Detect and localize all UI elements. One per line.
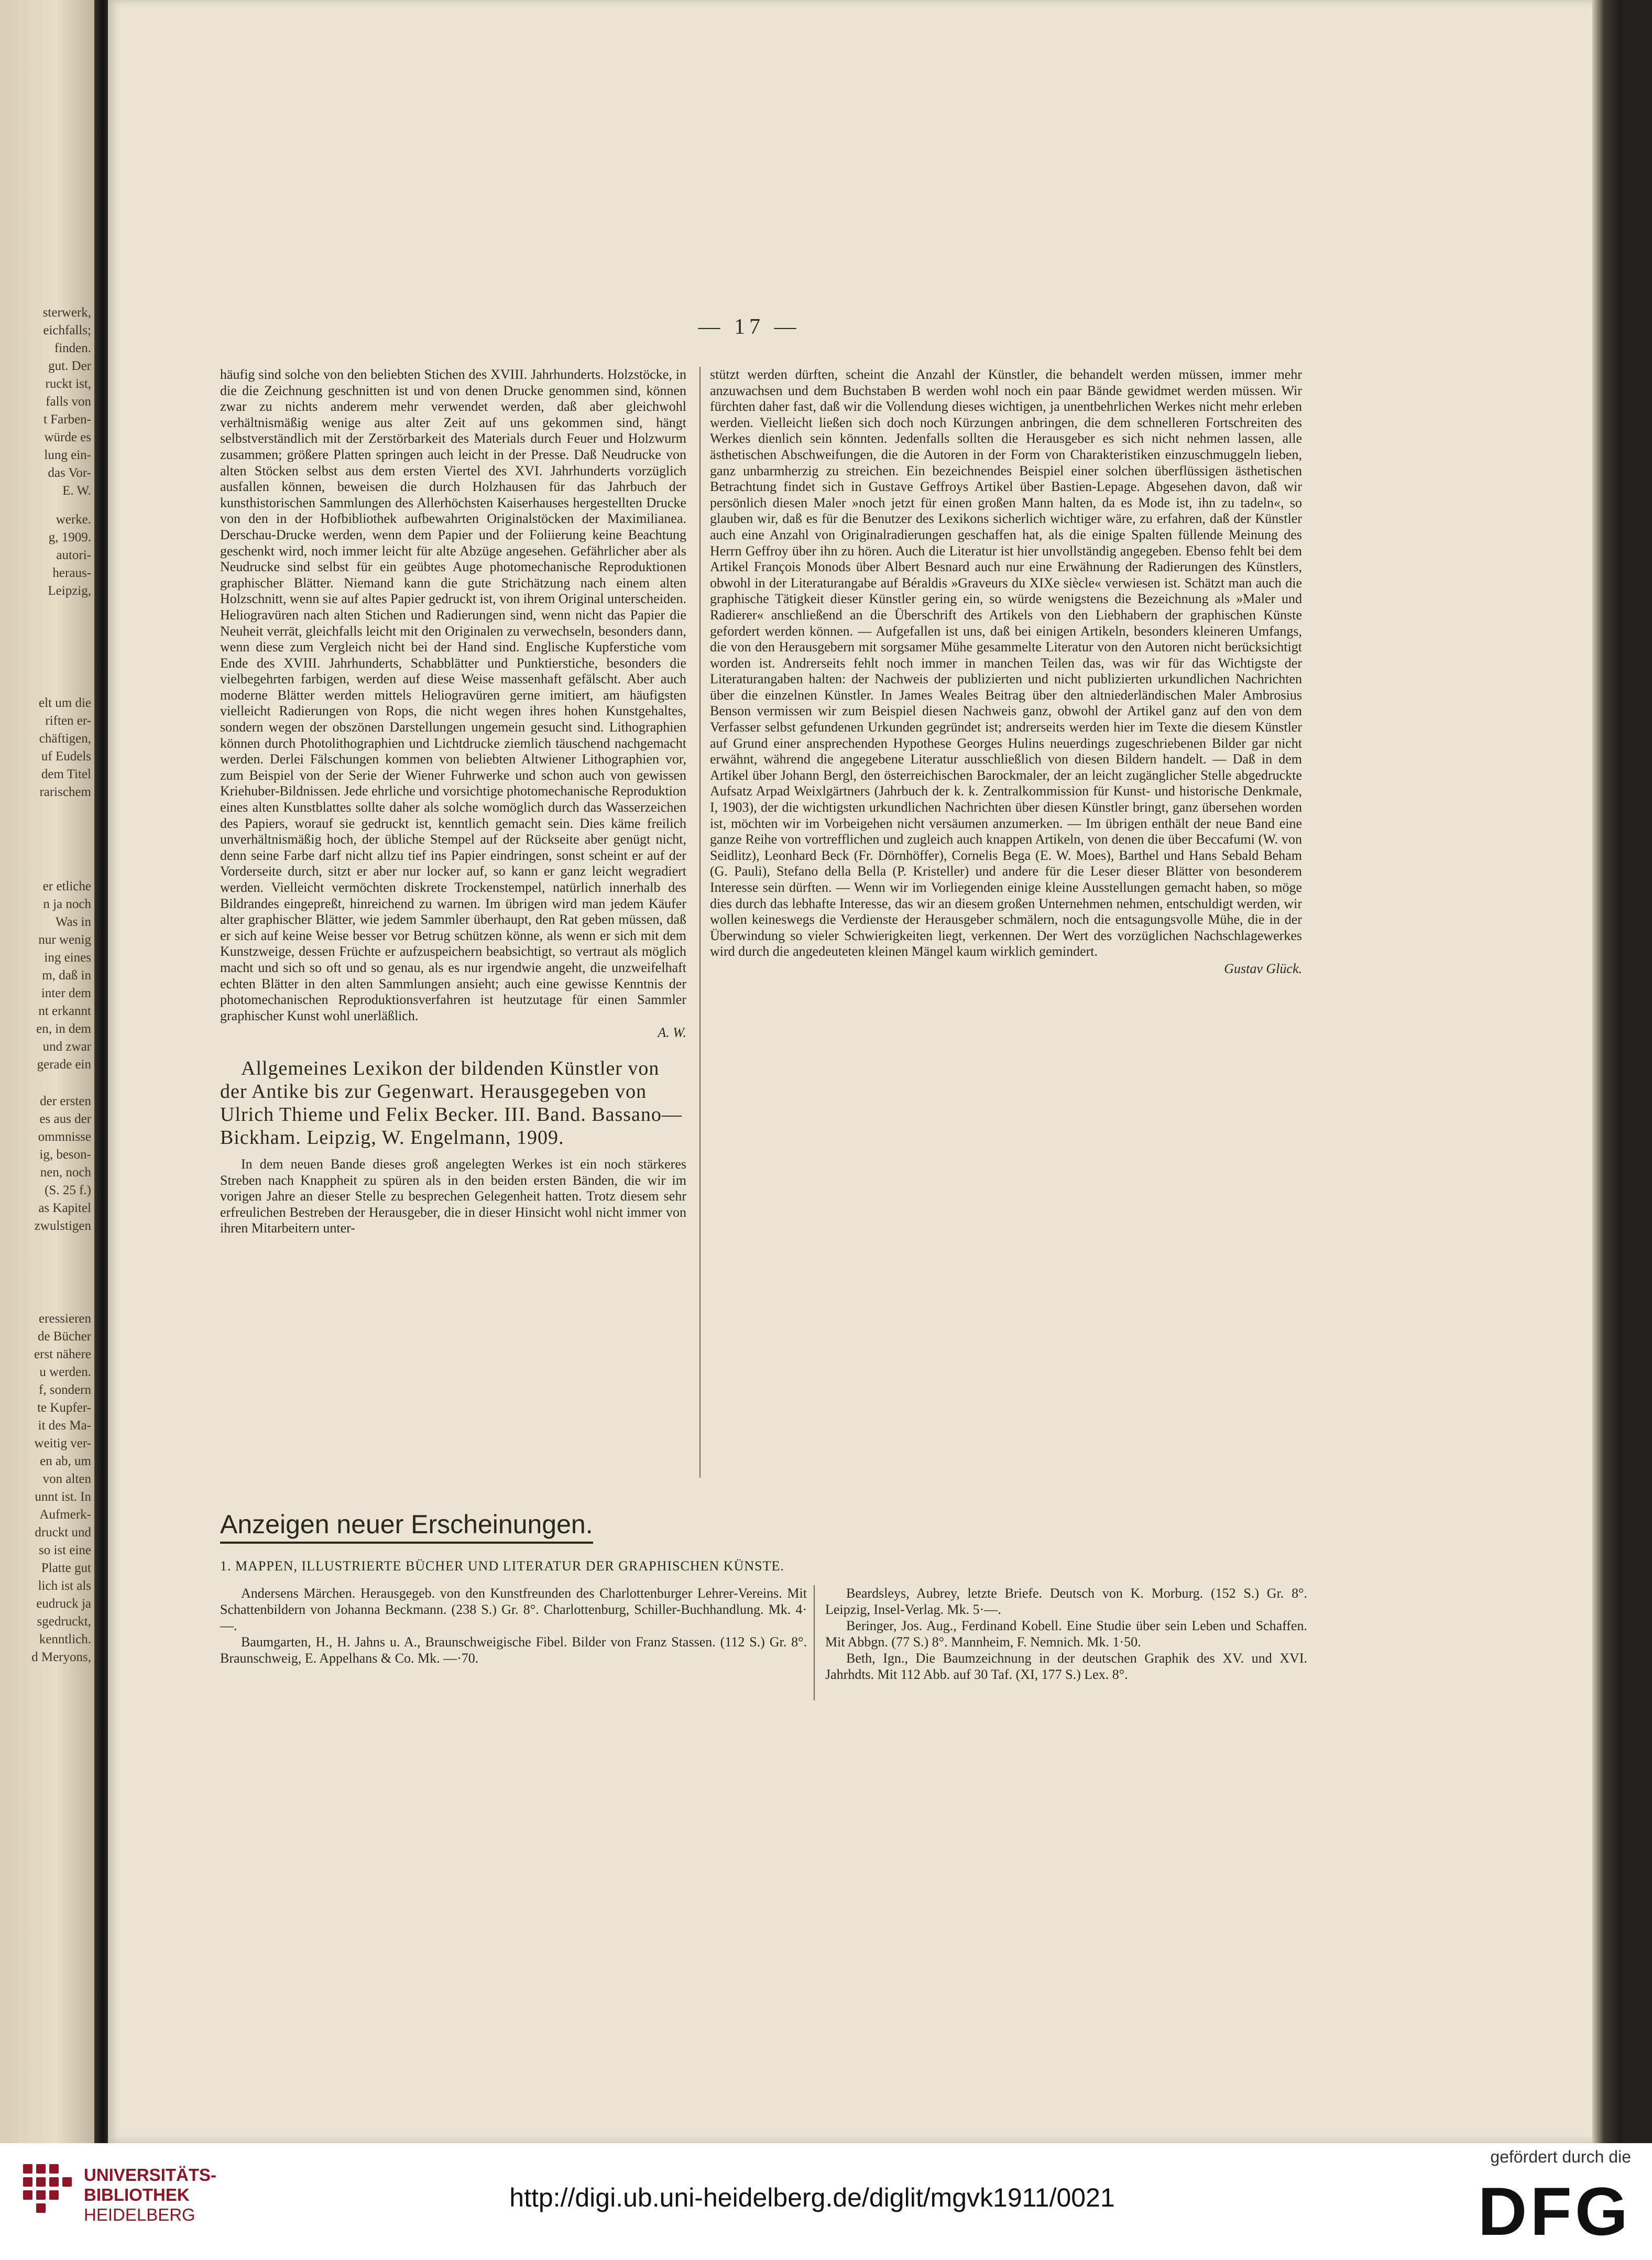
book-entry: Baumgarten, H., H. Jahns u. A., Braunschweigische Fibel. Bilder von Franz Stassen. (112 S.) Gr. 8°. Braunschweig, E. Appelhans & Co. Mk. —·70. [220, 1634, 807, 1666]
dfg-logo: DFG [1478, 2173, 1631, 2250]
column-divider [814, 1585, 815, 1700]
review-signature: Gustav Glück. [1224, 960, 1302, 976]
book-entry: Beardsleys, Aubrey, letzte Briefe. Deutsch von K. Morburg. (152 S.) Gr. 8°. Leipzig, Insel-Verlag. Mk. 5·—. [825, 1586, 1307, 1617]
review-title: Allgemeines Lexikon der bildenden Künstler von der Antike bis zur Gegenwart. Herausgegeben von Ulrich Thieme und Felix Becker. III. Band. Bassano—Bickham. Leipzig, W. Engelmann, 1909. [220, 1057, 682, 1149]
book-gutter [94, 0, 108, 2143]
permalink-url[interactable]: http://digi.ub.uni-heidelberg.de/diglit/mgvk1911/0021 [509, 2183, 1115, 2212]
article-signature: A. W. [658, 1025, 686, 1041]
prev-page-fragment: eressieren de Bücher erst nähere u werden. f, sondern te Kupfer- it des Ma- weitig ver- en ab, um von alten unnt ist. In Aufmerk- druckt und so ist eine Platte gut lich ist als eudruck ja sgedruckt, kenntlich. d Meryons, [31, 1312, 91, 1664]
logo-text-line: UNIVERSITÄTS- [84, 2165, 217, 2185]
review-paragraph: stützt werden dürften, scheint die Anzahl der Künstler, die behandelt werden müssen, immer mehr anzuwachsen und dem Buchstaben B werden wohl noch ein paar Bände gewidmet werden müssen. Wir fürchten daher fast, daß wir die Vollendung dieses wichtigen, ja unentbehrlichen Werkes nicht mehr erleben werden. Vielleicht ließen sich doch noch Kürzungen anbringen, die dem schnelleren Fortschreiten des Werkes dienlich sein könnten. Jedenfalls sollten die Herausgeber es sich nicht nehmen lassen, alle ästhetischen Abschweifungen, die die Autoren in der Form von Charakteristiken einzuschmuggeln lieben, ganz unbarmherzig zu streichen. Ein bezeichnendes Beispiel einer solchen überflüssigen ästhetischen Betrachtung findet sich in Gustave Geffroys Artikel über Bastien-Lepage. Abgesehen davon, daß wir persönlich diesen Maler »noch jetzt für einen großen Mann halten, da es Mode ist, ihn zu tadeln«, so glauben wir, daß es für die Benutzer des Lexikons sicherlich wichtiger wäre, zu erfahren, daß der Künstler auch eine Anzahl von Originalradierungen geschaffen hat, als die einige Spalten füllende Meinung des Herrn Geffroy über ihn zu hören. Auch die Literatur ist hier unvollständig angegeben. Ebenso fehlt bei dem Artikel François Monods über Albert Besnard auch nur eine Erwähnung der Radierungen des Künstlers, obwohl in der Literaturangabe auf Béraldis »Graveurs du XIXe siècle« verwiesen ist. Schätzt man auch die graphische Tätigkeit dieser Künstler gering ein, so würde wenigstens die Bezeichnung als »Maler und Radierer« anschließend an die Überschrift des Artikels von den Liebhabern der graphischen Künste gefordert werden können. — Aufgefallen ist uns, daß bei einigen Artikeln, besonders kleineren Umfangs, die von den Herausgebern mit sorgsamer Mühe gesammelte Literatur von den Autoren nicht berücksichtigt worden ist. Andrerseits fehlt noch immer in manchen Teilen das, was wir für das Wichtigste der Literaturangaben halten: der Nachweis der publizierten und nicht publizierten urkundlichen Nachrichten über die einzelnen Künstler. In James Weales Beitrag über den altniederländischen Maler Ambrosius Benson vermissen wir zum Beispiel diesen Nachweis ganz, obwohl der Artikel ganz auf den von dem Verfasser selbst gefundenen Urkunden gegründet ist; andrerseits werden hier im Texte die diesem Künstler auf Grund einer ansprechenden Hypothese Georges Hulins neuerdings zugeschriebenen Bilder gar nicht erwähnt, während die angegebene Literatur ausschließlich von diesen Bildern handelt. — Daß in dem Artikel über Johann Bergl, den österreichischen Barockmaler, der an leicht zugänglicher Stelle abgedruckte Aufsatz Arpad Weixlgärtners (Jahrbuch der k. k. Zentralkommission für Kunst- und historische Denkmale, I, 1903), der die wichtigsten urkundlichen Nachrichten über diesen Künstler bringt, ganz übersehen worden ist, möchten wir im Vorbeigehen nicht versäumen anzumerken. — Im übrigen enthält der neue Band eine ganze Reihe von vortrefflichen und zugleich auch knappen Artikeln, von denen die über Beccafumi (W. von Seidlitz), Leonhard Beck (Fr. Dörnhöffer), Cornelis Bega (E. W. Moes), Barthel und Hans Sebald Beham (G. Pauli), Stefano della Bella (P. Kristeller) und andere für die Leser dieser Blätter von besonderem Interesse sein dürften. — Wenn wir im Vorliegenden einige kleine Ausstellungen gemacht haben, so möge dies durch das lebhafte Interesse, das wir an diesem großen Unternehmen nehmen, entschuldigt werden, wir wollen keineswegs die Verdienste der Herausgeber schmälern, noch die entsagungsvolle Mühe, die in der Überwindung so vieler Schwierigkeiten liegt, verkennen. Der Wert des vorzüglichen Nachschlagewerkes wird durch die angedeuteten kleinen Mängel kaum wirklich gemindert. [710, 367, 1302, 959]
column-divider [699, 367, 701, 1478]
article-paragraph: häufig sind solche von den beliebten Stichen des XVIII. Jahrhunderts. Holzstöcke, in die die Zeichnung geschnitten ist und von denen Drucke genommen sind, können zwar zu nichts anderem mehr verwendet werden, daß aber gleichwohl verhältnismäßig wenige aus alter Zeit auf uns gekommen sind, hängt selbstverständlich mit der Zerstörbarkeit des Materials durch Feuer und Holzwurm zusammen; größere Platten springen auch leicht in der Presse. Daß Neudrucke von alten Stöcken selbst aus dem ersten Viertel des XVI. Jahrhunderts vorzüglich ausfallen können, beweisen die durch Holzhausen für das Jahrbuch der kunsthistorischen Sammlungen des Allerhöchsten Kaiserhauses hergestellten Drucke von den in der Hofbibliothek aufbewahrten Originalstöcken der Maximilianea. Derschau-Drucke werden, wenn dem Papier und der Foliierung keine Beachtung geschenkt wird, noch immer leicht für alte Abzüge angesehen. Gefährlicher aber als Neudrucke sind selbst für ein geübtes Auge photomechanische Reproduktionen graphischer Blätter. Niemand kann die gute Strichätzung nach einem alten Holzschnitt, wenn sie auf altes Papier gedruckt ist, von ihrem Original unterscheiden. Heliogravüren nach alten Stichen und Radierungen sind, wenn nicht das Papier die Neuheit verrät, gleichfalls leicht mit den Originalen zu verwechseln, besonders dann, wenn diese zum Vergleich nicht bei der Hand sind. Englische Kupferstiche vom Ende des XVIII. Jahrhunderts, Schabblätter und Punktierstiche, besonders die vielbegehrten farbigen, werden auf diese Weise massenhaft gefälscht. Aber auch moderne Blätter werden mittels Heliogravüren gerne imitiert, am häufigsten vielleicht Radierungen von Rops, die nicht wegen ihres hohen Kunstgehaltes, sondern wegen der obszönen Darstellungen ungemein gesucht sind. Lithographien können durch Photolithographien und Lichtdrucke ziemlich täuschend nachgemacht werden. Derlei Fälschungen kommen von beliebten Altwiener Lithographien vor, zum Beispiel von der Serie der Wiener Fuhrwerke und schon auch von gewissen Kriehuber-Bildnissen. Jede ehrliche und vorsichtige photomechanische Reproduktion eines alten Kunstblattes sollte daher als solche womöglich durch das Wasserzeichen des Papiers, worauf sie gedruckt ist, kenntlich gemacht sein. Dies käme freilich unverhältnismäßig hoch, der übliche Stempel auf der Rückseite aber genügt nicht, denn seine Farbe darf nicht allzu tief ins Papier eindringen, sonst scheint er auf der Vorderseite durch, sitzt er aber nur locker auf, so kann er ganz leicht wegradiert werden. Vielleicht vermöchten diskrete Trockenstempel, natürlich innerhalb des Bildrandes eingepreßt, hinreichend zu warnen. Im übrigen wird man jedem Käufer alter graphischer Blätter, wie jedem Sammler überhaupt, den Rat geben müssen, daß er sich auf keine Weise besser vor Betrug schützen könne, als wenn er sich mit dem Kunstzweige, dessen Früchte er aufzuspeichern beabsichtigt, so vertraut als möglich macht und sich so oft und so genau, als es nur irgendwie angeht, die unzweifelhaft echten Blätter in den alten Sammlungen ansieht; auch eine gewisse Kenntnis der photomechanischen Reproduktionsverfahren ist heutzutage für einen Sammler graphischer Kunst wohl unerläßlich. [220, 367, 686, 1023]
right-column [710, 367, 1302, 977]
announcements-section [220, 1509, 1294, 1574]
announcements-heading: Anzeigen neuer Erscheinungen. [220, 1509, 593, 1544]
logo-text-line: BIBLIOTHEK [84, 2185, 190, 2204]
funding-note: gefördert durch die [1490, 2147, 1631, 2166]
prev-page-fragment: der ersten es aus der ommnisse ig, beson- nen, noch (S. 25 f.) as Kapitel zwulstigen [34, 1094, 91, 1233]
logo-text-line: HEIDELBERG [84, 2205, 195, 2224]
page-number: — 17 — [698, 315, 801, 339]
left-column [220, 367, 686, 1237]
announcements-subheading: 1. MAPPEN, ILLUSTRIERTE BÜCHER UND LITERATUR DER GRAPHISCHEN KÜNSTE. [220, 1558, 784, 1574]
book-entry: Beth, Ign., Die Baumzeichnung in der deutschen Graphik des XV. und XVI. Jahrhdts. Mit 112 Abb. auf 30 Taf. (XI, 177 S.) Lex. 8°. [825, 1651, 1307, 1682]
announcements-right-column [825, 1585, 1307, 1683]
prev-page-fragment: sterwerk, eichfalls; finden. gut. Der ruckt ist, falls von t Farben- würde es lung ein- das Vor- E. W. [42, 305, 91, 498]
prev-page-fragment: werke. g, 1909. autori- heraus- Leipzig, [48, 512, 91, 598]
page-edge [1592, 0, 1622, 2143]
book-entry: Beringer, Jos. Aug., Ferdinand Kobell. Eine Studie über sein Leben und Schaffen. Mit Abbgn. (77 S.) 8°. Mannheim, F. Nemnich. Mk. 1·50. [825, 1618, 1307, 1650]
prev-page-fragment: elt um die riften er- chäftigen, uf Eudels dem Titel rarischem [39, 696, 91, 799]
review-paragraph: In dem neuen Bande dieses groß angelegten Werkes ist ein noch stärkeres Streben nach Knappheit zu spüren als in den beiden ersten Bänden, die wir im vorigen Jahre an dieser Stelle zu besprechen Gelegenheit hatten. Trotz diesem sehr erfreulichen Bestreben der Herausgeber, die in dieser Hinsicht wohl nicht immer von ihren Mitarbeitern unter- [220, 1156, 686, 1236]
prev-page-fragment: er etliche n ja noch Was in nur wenig ing eines m, daß in inter dem nt erkannt en, in dem und zwar gerade ein [36, 879, 91, 1072]
previous-page-edge [0, 0, 94, 2143]
university-logo-icon [23, 2164, 73, 2214]
announcements-left-column [220, 1585, 807, 1666]
book-entry: Andersens Märchen. Herausgegeb. von den Kunstfreunden des Charlottenburger Lehrer-Vereins. Mit Schattenbildern von Johanna Beckmann. (238 S.) Gr. 8°. Charlottenburg, Schiller-Buchhandlung. Mk. 4·—. [220, 1586, 807, 1633]
